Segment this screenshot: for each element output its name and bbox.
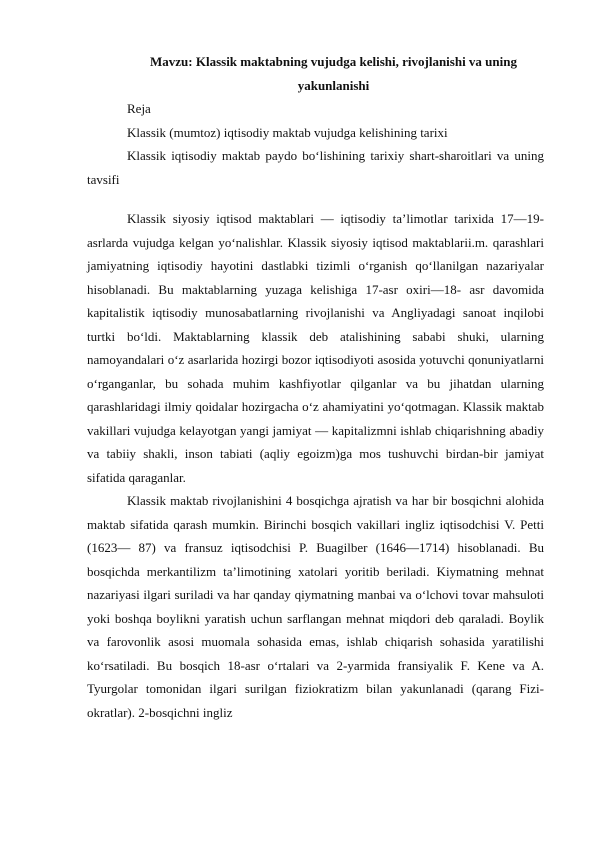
plan-item-1: Klassik (mumtoz) iqtisodiy maktab vujudga kelishining tarixi (127, 124, 448, 140)
body-paragraph-1: Klassik siyosiy iqtisod maktablari — iqtisodiy ta’limotlar tarixida 17—19-asrlarda vujudga kelgan yo‘nalishlar. Klassik siyosiy iqtisod maktablarii.m. qarashlari jamiyatning iqtisodiy hayotini dastlabki tizimli o‘rganish qo‘llanilgan nazariyalar hisoblanadi. Bu maktablarning yuzaga kelishiga 17-asr oxiri—18- asr davomida kapitalistik iqtisodiy munosabatlarning rivojlanishi va Angliyadagi sanoat inqilobi turtki bo‘ldi. Maktablarning klassik deb atalishining sababi shuki, ularning namoyandalari o‘z asarlarida hozirgi bozor iqtisodiyoti asosida yotuvchi qonuniyatlarni o‘rganganlar, bu sohada muhim kashfiyotlar qilganlar va bu jihatdan ularning qarashlaridagi ilmiy qoidalar hozirgacha o‘z ahamiyatini yo‘qotmagan. Klassik maktab vakillari vujudga kelayotgan yangi jamiyat — kapitalizmni ishlab chiqarishning abadiy va tabiiy shakli, inson tabiati (aqliy egoizm)ga mos tushuvchi birdan-bir jamiyat sifatida qaraganlar. (87, 211, 544, 485)
plan-item-2: Klassik iqtisodiy maktab paydo bo‘lishining tarixiy shart-sharoitlari va uning tavsifi (87, 148, 544, 187)
plan-heading: Reja (127, 101, 151, 116)
document-title: Mavzu: Klassik maktabning vujudga kelishi, rivojlanishi va uning yakunlanishi (150, 54, 517, 93)
body-paragraph-2: Klassik maktab rivojlanishini 4 bosqichga ajratish va har bir bosqichni alohida maktab sifatida qarash mumkin. Birinchi bosqich vakillari ingliz iqtisodchisi V. Petti (1623— 87) va fransuz iqtisodchisi P. Buagilber (1646—1714) hisoblanadi. Bu bosqichda merkantilizm ta’limotining xatolari yoritib beriladi. Kiymatning mehnat nazariyasi ilgari suriladi va har qanday qiymatning manbai va o‘lchovi tovar mahsuloti yoki boshqa boylikni yaratish uchun sarflangan mehnat miqdori deb qaraladi. Boylik va farovonlik asosi muomala sohasida emas, ishlab chiqarish sohasida yaratilishi ko‘rsatiladi. Bu bosqich 18-asr o‘rtalari va 2-yarmida fransiyalik F. Kene va A. Tyurgolar tomonidan ilgari surilgan fiziokratizm bilan yakunlanadi (qarang Fizi-okratlar). 2-bosqichni ingliz (87, 493, 544, 720)
document-page (87, 50, 544, 724)
